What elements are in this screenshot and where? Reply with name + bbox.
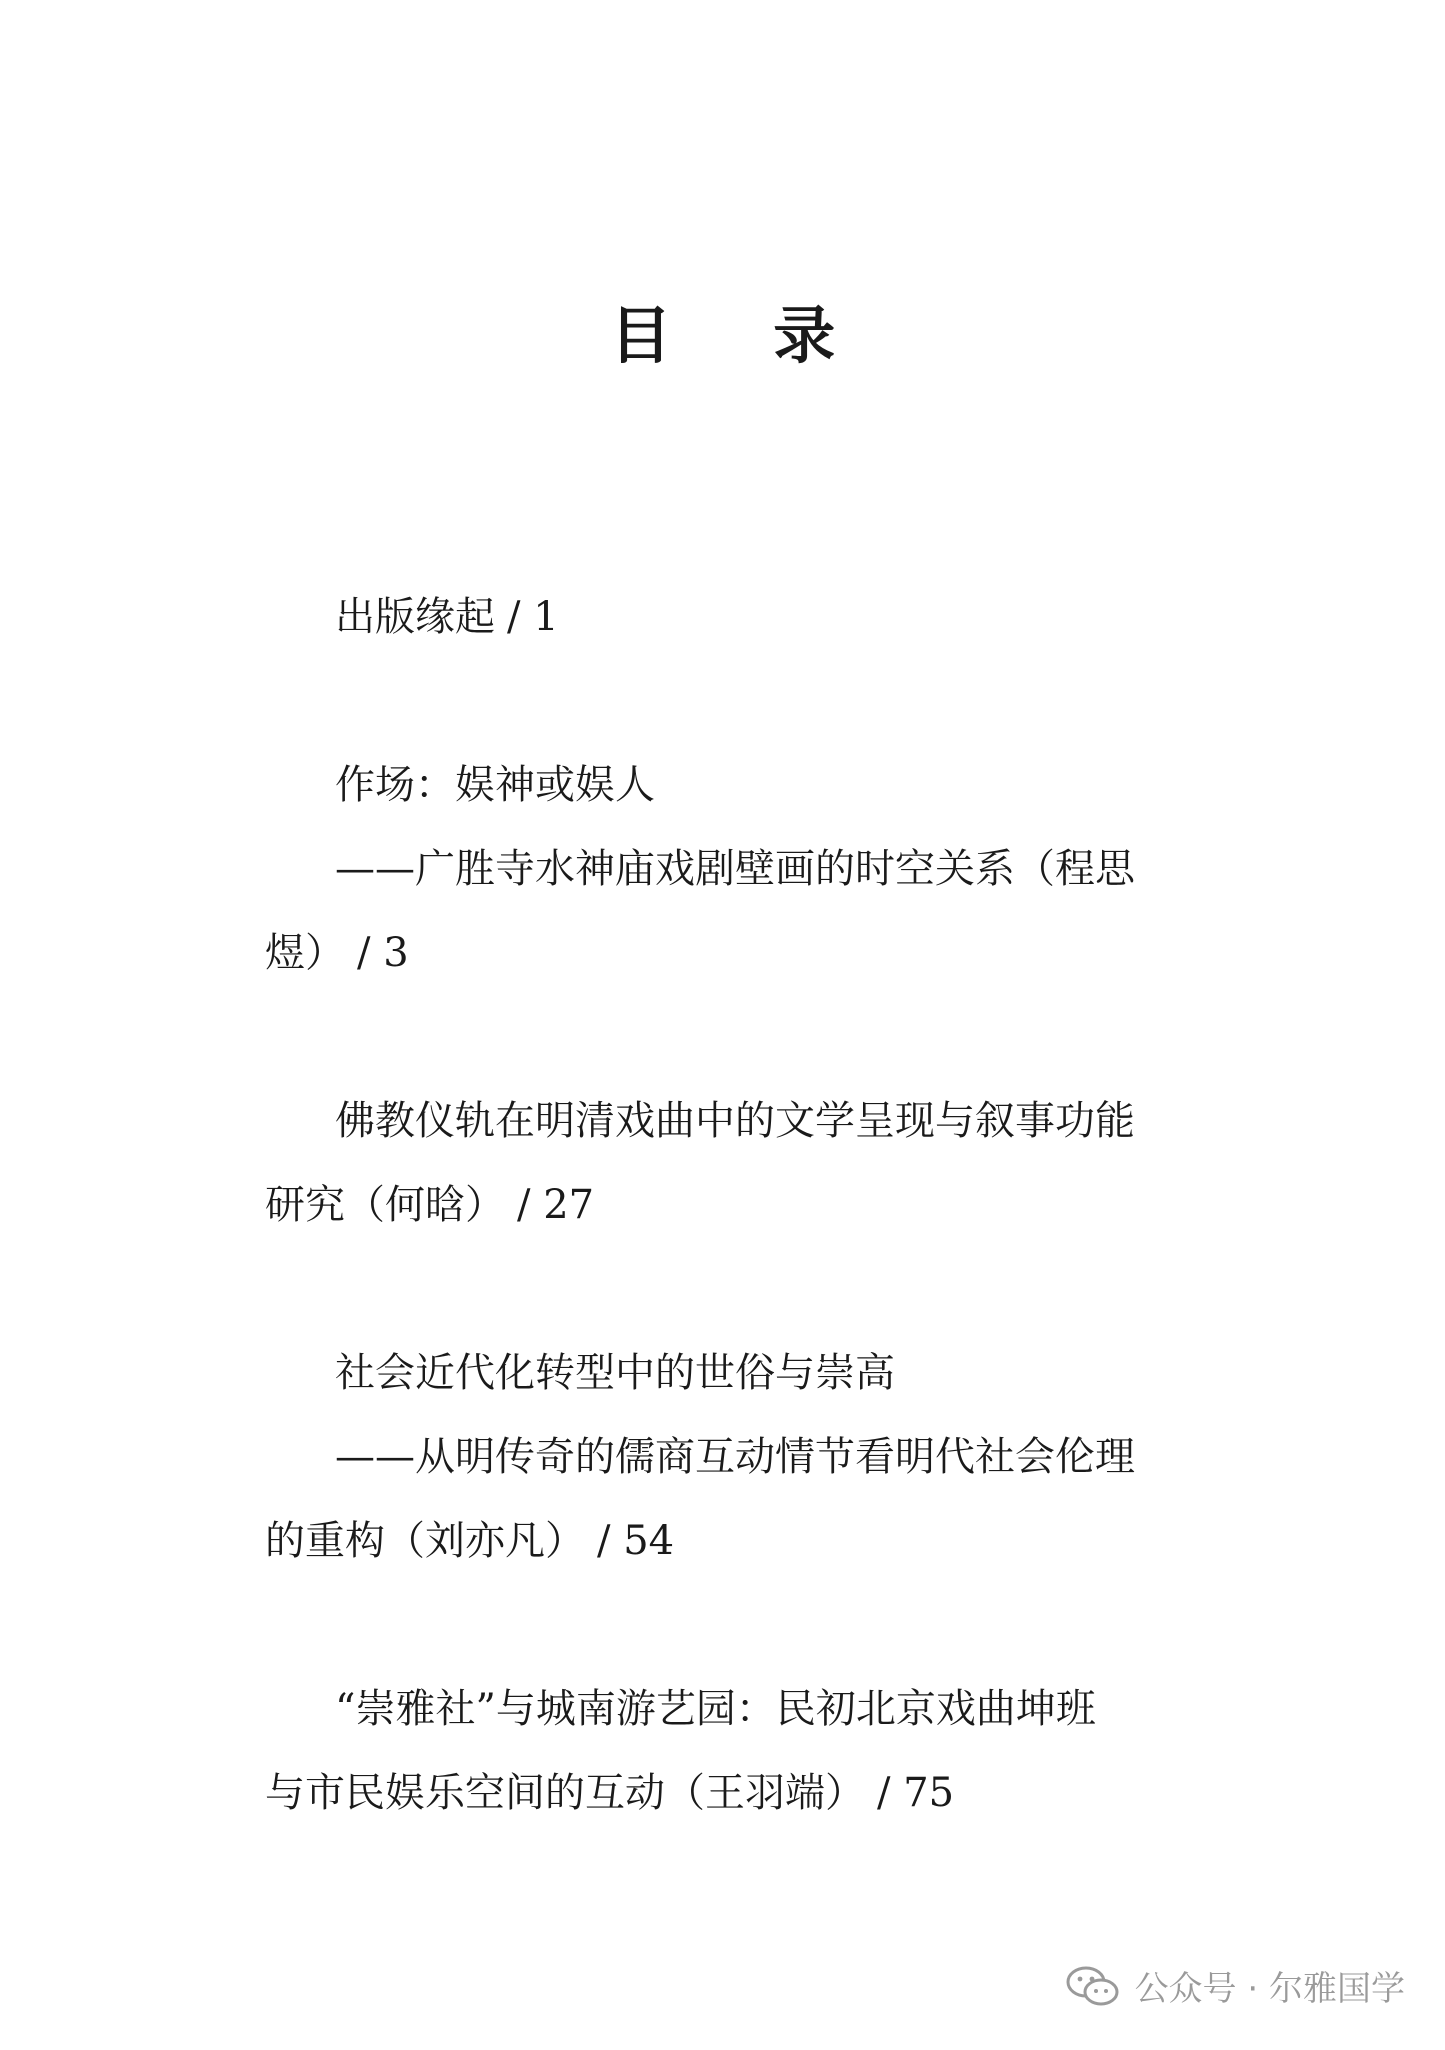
entry-title: 佛教仪轨在明清戏曲中的文学呈现与叙事功能 <box>335 1098 1135 1144</box>
page-number: / 27 <box>517 1182 595 1228</box>
page-number: / 54 <box>597 1518 675 1564</box>
entry-title-cont: 研究（何晗） <box>265 1182 505 1228</box>
toc-entry[interactable] <box>265 575 1195 659</box>
page-number: / 75 <box>877 1770 955 1816</box>
wechat-icon <box>1065 1964 1121 2008</box>
page-number: / 3 <box>357 930 409 976</box>
entry-subtitle: ——广胜寺水神庙戏剧壁画的时空关系（程思 <box>335 846 1135 892</box>
entry-title-cont: 与市民娱乐空间的互动（王羽端） <box>265 1770 865 1816</box>
toc-list <box>265 575 1195 1835</box>
entry-subtitle-cont: 的重构（刘亦凡） <box>265 1518 585 1564</box>
toc-entry[interactable] <box>265 1079 1195 1247</box>
page-title: 目 录 <box>609 299 876 372</box>
entry-title: “崇雅社”与城南游艺园：民初北京戏曲坤班 <box>335 1686 1096 1732</box>
entry-subtitle-cont: 煜） <box>265 930 345 976</box>
entry-title: 出版缘起 <box>335 594 495 640</box>
entry-title: 作场：娱神或娱人 <box>335 762 655 808</box>
entry-title: 社会近代化转型中的世俗与崇高 <box>335 1350 895 1396</box>
toc-entry[interactable] <box>265 1667 1195 1835</box>
watermark <box>1065 1961 1405 2010</box>
toc-entry[interactable] <box>265 743 1195 995</box>
toc-entry[interactable] <box>265 1331 1195 1583</box>
watermark-text: 公众号 · 尔雅国学 <box>1134 1969 1405 2009</box>
page-number: / 1 <box>507 594 559 640</box>
entry-subtitle: ——从明传奇的儒商互动情节看明代社会伦理 <box>335 1434 1135 1480</box>
